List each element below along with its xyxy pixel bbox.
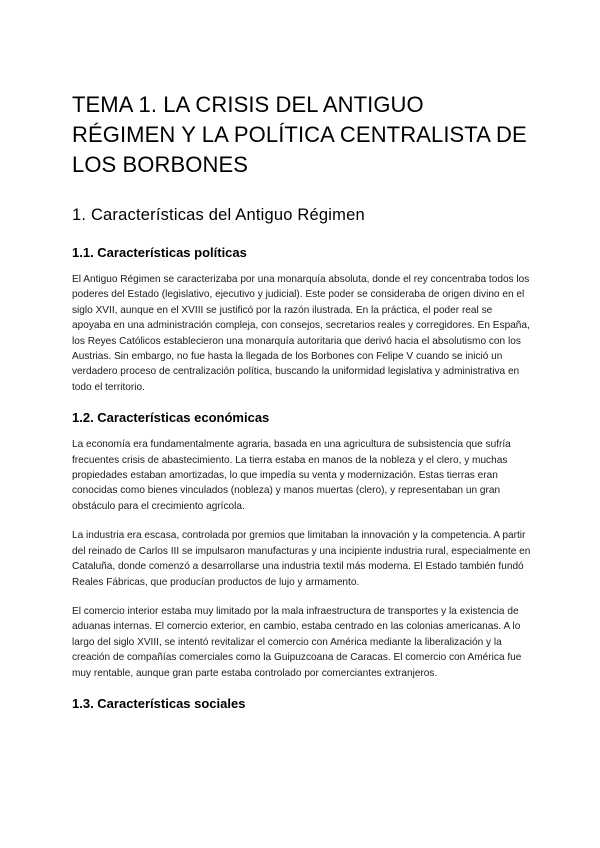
subsection-title-1-1: 1.1. Características políticas [72,245,247,260]
document-title: TEMA 1. LA CRISIS DEL ANTIGUO RÉGIMEN Y LA POLÍTICA CENTRALISTA DE LOS BORBONES [72,92,527,177]
paragraph-economic-3: El comercio interior estaba muy limitado por la mala infraestructura de transportes y la existencia de aduanas internas. El comercio exterior, en cambio, estaba centrado en las colonias americanas. A lo largo del siglo XVIII, se intentó revitalizar el comercio con América mediante la liberalización y la creación de compañías comerciales como la Guipuzcoana de Caracas. El comercio con América fue muy rentable, aunque gran parte estaba controlado por comerciantes extranjeros. [72,605,522,679]
subsection-title-1-3: 1.3. Características sociales [72,695,246,711]
section-title-1: 1. Características del Antiguo Régimen [72,206,365,224]
paragraph-economic-1: La economía era fundamentalmente agraria, basada en una agricultura de subsistencia que sufría frecuentes crisis de abastecimiento. La tierra estaba en manos de la nobleza y el clero, y muchas propiedades estaban amortizadas, lo que impedía su venta y modernización. Estas tierras eran conocidas como bienes vinculados (nobleza) y manos muertas (clero), y representaban un gran obstáculo para el crecimiento agrícola. [72,439,511,512]
paragraph-economic-2: La industria era escasa, controlada por gremios que limitaban la innovación y la competencia. A partir del reinado de Carlos III se impulsaron manufacturas y una incipiente industria rural, especialmente en Cataluña, donde comenzó a desarrollarse una industria textil más moderna. El Estado también fundó Reales Fábricas, que producían productos de lujo y armamento. [72,530,531,588]
subsection-title-1-2: 1.2. Características económicas [72,410,270,426]
paragraph-political-1: El Antiguo Régimen se caracterizaba por una monarquía absoluta, donde el rey concentraba todos los poderes del Estado (legislativo, ejecutivo y judicial). Este poder se consideraba de origen divino en el siglo XVII, aunque en el XVIII se justificó por la razón ilustrada. En la práctica, el poder real se apoyaba en una administración compleja, con consejos, secretarios reales y corregidores. En España, los Reyes Católicos establecieron una monarquía autoritaria que derivó hacia el absolutismo con los Austrias. Sin embargo, no fue hasta la llegada de los Borbones con Felipe V cuando se inició un verdadero proceso de centralización política, buscando la uniformidad legislativa y administrativa en todo el territorio. [72,274,530,393]
document-page [72,90,532,723]
